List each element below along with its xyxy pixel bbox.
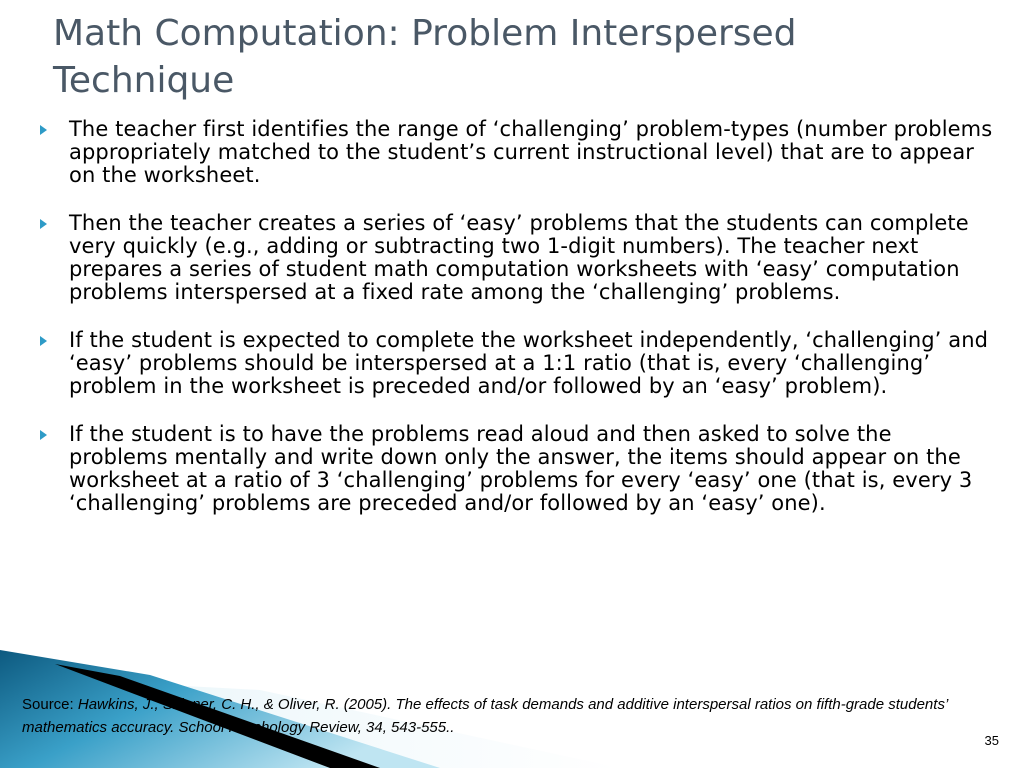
source-citation-block: [22, 693, 952, 739]
source-label: Source:: [22, 696, 78, 713]
bullet-item: [40, 423, 995, 515]
triangle-bullet-icon: [40, 219, 47, 229]
bullet-text: If the student is expected to complete the worksheet independently, ‘challenging’ and ‘easy’ problems should be interspersed at a 1:1 ratio (that is, every ‘challenging’ problem in the worksheet is preceded and/or followed by an ‘easy’ problem).: [69, 328, 989, 398]
source-citation-text: Hawkins, J., Skinner, C. H., & Oliver, R. (2005). The effects of task demands and additive interspersal ratios on fifth-grade students’ mathematics accuracy. School Psychology Review, 34, 543-555..: [22, 696, 948, 736]
bullet-item: [40, 212, 995, 304]
triangle-bullet-icon: [40, 430, 47, 440]
bullet-item: [40, 118, 995, 187]
slide-title: Math Computation: Problem Interspersed Technique: [53, 13, 797, 101]
bullet-text: Then the teacher creates a series of ‘easy’ problems that the students can complete very quickly (e.g., adding or subtracting two 1-digit numbers). The teacher next prepares a series of student math computation worksheets with ‘easy’ computation problems interspersed at a fixed rate among the ‘challenging’ problems.: [69, 211, 969, 304]
bullet-item: [40, 329, 995, 398]
bullet-list: [40, 118, 995, 540]
slide-number: 35: [984, 733, 999, 748]
bullet-text: If the student is to have the problems read aloud and then asked to solve the problems mentally and write down only the answer, the items should appear on the worksheet at a ratio of 3 ‘challenging’ problems for every ‘easy’ one (that is, every 3 ‘challenging’ problems are preceded and/or followed by an ‘easy’ one).: [69, 422, 973, 515]
triangle-bullet-icon: [40, 336, 47, 346]
triangle-bullet-icon: [40, 125, 47, 135]
bullet-text: The teacher first identifies the range of ‘challenging’ problem-types (number problems appropriately matched to the student’s current instructional level) that are to appear on the worksheet.: [69, 117, 993, 187]
